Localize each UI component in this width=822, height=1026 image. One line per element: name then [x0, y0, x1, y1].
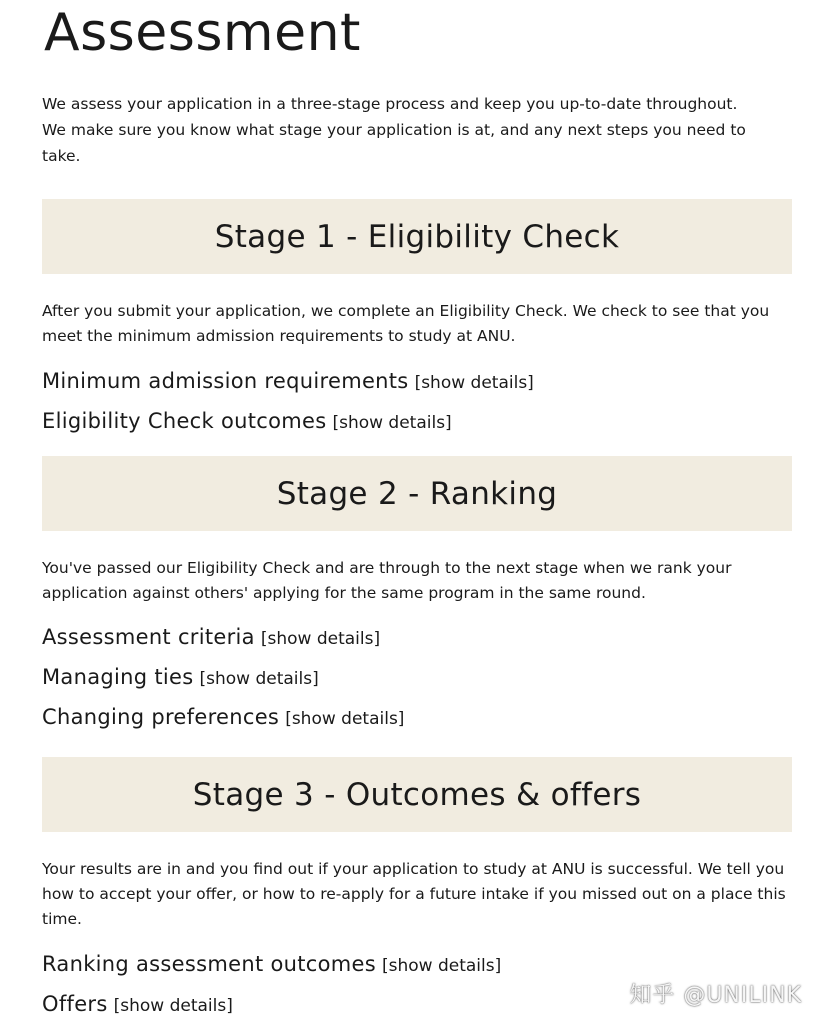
- watermark: 知乎 @UNILINK: [629, 983, 802, 1008]
- stage-2-banner: [42, 456, 792, 531]
- detail-row-assessment-criteria: [42, 617, 794, 657]
- stage-1-description: After you submit your application, we complete an Eligibility Check. We check to see that you meet the minimum admission requirements to study at ANU.: [42, 302, 770, 345]
- detail-label: Assessment criteria: [42, 625, 255, 649]
- show-details-link[interactable]: [show details]: [414, 373, 534, 393]
- stage-2-description: You've passed our Eligibility Check and are through to the next stage when we rank your application against others' applying for the same program in the same round.: [42, 559, 732, 602]
- show-details-link[interactable]: [show details]: [332, 413, 452, 433]
- stage-1-title: Stage 1 - Eligibility Check: [214, 218, 620, 255]
- stage-1-details: [42, 361, 794, 441]
- detail-label: Minimum admission requirements: [42, 369, 409, 393]
- detail-label: Offers: [42, 992, 108, 1016]
- detail-label: Changing preferences: [42, 705, 280, 729]
- show-details-link[interactable]: [show details]: [199, 669, 319, 689]
- stage-3-description: Your results are in and you find out if your application to study at ANU is successful. We tell you how to accept your offer, or how to re-apply for a future intake if you missed out on a place this time.: [42, 860, 786, 928]
- stage-3-title: Stage 3 - Outcomes & offers: [192, 776, 642, 813]
- intro-text: We assess your application in a three-stage process and keep you up-to-date throughout. We make sure you know what stage your application is at, and any next steps you need to take.: [42, 95, 746, 165]
- detail-label: Managing ties: [42, 665, 194, 689]
- stage-2-title: Stage 2 - Ranking: [276, 475, 558, 512]
- show-details-link[interactable]: [show details]: [381, 956, 502, 976]
- page-title: Assessment: [44, 3, 361, 63]
- show-details-link[interactable]: [show details]: [113, 996, 233, 1016]
- stage-2-details: [42, 617, 794, 737]
- stage-1-banner: [42, 199, 792, 274]
- detail-label: Eligibility Check outcomes: [42, 409, 327, 433]
- show-details-link[interactable]: [show details]: [260, 629, 381, 649]
- show-details-link[interactable]: [show details]: [285, 709, 405, 729]
- detail-row-managing-ties: [42, 657, 794, 697]
- detail-label: Ranking assessment outcomes: [42, 952, 376, 976]
- assessment-page: [42, 0, 794, 1024]
- detail-row-minimum-admission-requirements: [42, 361, 794, 401]
- detail-row-eligibility-check-outcomes: [42, 401, 794, 441]
- detail-row-changing-preferences: [42, 697, 794, 737]
- stage-3-banner: [42, 757, 792, 832]
